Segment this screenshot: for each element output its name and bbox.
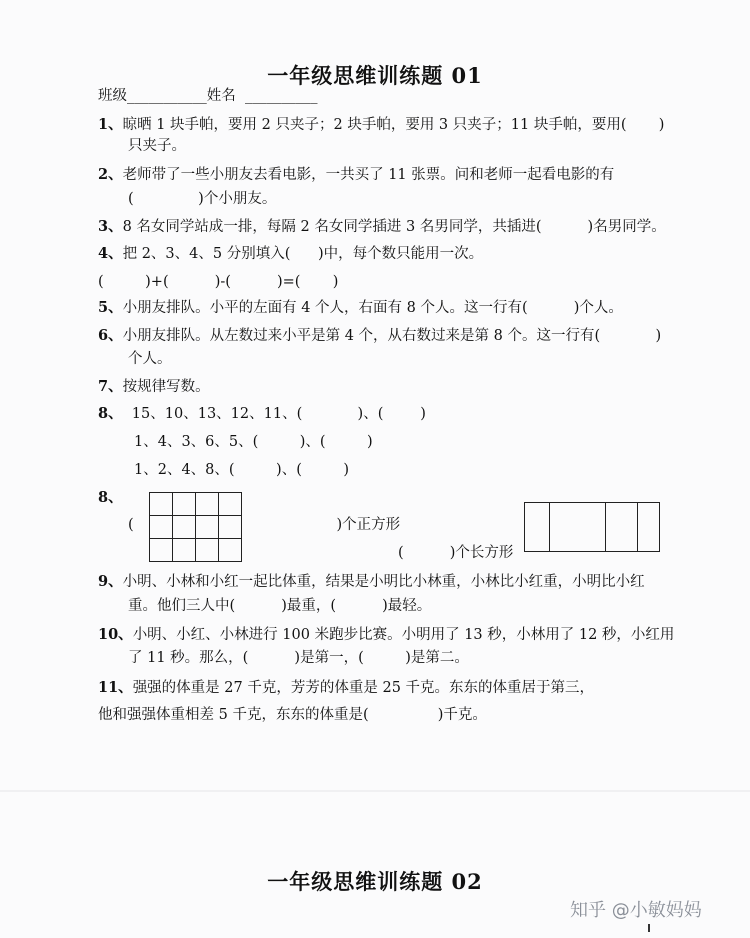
- question-4: 4、把 2、3、4、5 分别填入( )中，每个数只能用一次。: [98, 245, 484, 262]
- question-2: 2、老师带了一些小朋友去看电影，一共买了 11 张票。问和老师一起看电影的有: [98, 166, 615, 183]
- question-11: 11、强强的体重是 27 千克，芳芳的体重是 25 千克。东东的体重居于第三，: [98, 679, 595, 696]
- question-6: 6、小朋友排队。从左数过来小平是第 4 个，从右数过来是第 8 个。这一行有( ): [98, 327, 662, 344]
- question-10-cont: 了 11 秒。那么，( )是第一，( )是第二。: [128, 650, 469, 666]
- page-divider: [0, 790, 750, 792]
- question-8b-number: 8、: [98, 489, 123, 506]
- question-9: 9、小明、小林和小红一起比体重，结果是小明比小林重，小林比小红重，小明比小红: [98, 573, 645, 590]
- question-4-equation: ( )+( )-( )=( ): [98, 274, 339, 290]
- question-3: 3、8 名女同学站成一排，每隔 2 名女同学插进 3 名男同学，共插进( )名男同学。: [98, 218, 666, 235]
- question-9-cont: 重。他们三人中( )最重，( )最轻。: [128, 598, 432, 614]
- question-1-cont: 只夹子。: [128, 138, 186, 154]
- question-8-seq-3: 1、2、4、8、( )、( ): [134, 462, 349, 478]
- question-7: 7、按规律写数。: [98, 378, 210, 395]
- question-5: 5、小朋友排队。小平的左面有 4 个人，右面有 8 个人。这一行有( )个人。: [98, 299, 623, 316]
- question-8-seq-2: 1、4、3、6、5、( )、( ): [134, 434, 373, 450]
- question-6-cont: 个人。: [128, 351, 172, 367]
- question-2-cont: ( )个小朋友。: [128, 191, 277, 207]
- page-mark: [648, 924, 650, 932]
- squares-count-blank: ( )个正方形: [128, 517, 401, 533]
- question-11-cont: 他和强强体重相差 5 千克，东东的体重是( )千克。: [98, 707, 487, 723]
- question-10: 10、小明、小红、小林进行 100 米跑步比赛。小明用了 13 秒，小林用了 12 秒，小红用: [98, 626, 675, 643]
- rectangles-count-blank: ( )个长方形: [398, 545, 514, 561]
- page-2-title: 一年级思维训练题 02: [267, 869, 483, 894]
- rectangle-figure: [524, 502, 660, 552]
- question-1: 1、晾晒 1 块手帕，要用 2 只夹子；2 块手帕，要用 3 只夹子；11 块手帕，要用( ): [98, 116, 665, 133]
- question-8-seq-1: 8、 15、10、13、12、11、( )、( ): [98, 405, 426, 422]
- class-name-line: 班级___________姓名 __________: [98, 88, 318, 104]
- watermark: 知乎 @小敏妈妈: [570, 900, 702, 921]
- page-title: 一年级思维训练题 01: [267, 63, 483, 88]
